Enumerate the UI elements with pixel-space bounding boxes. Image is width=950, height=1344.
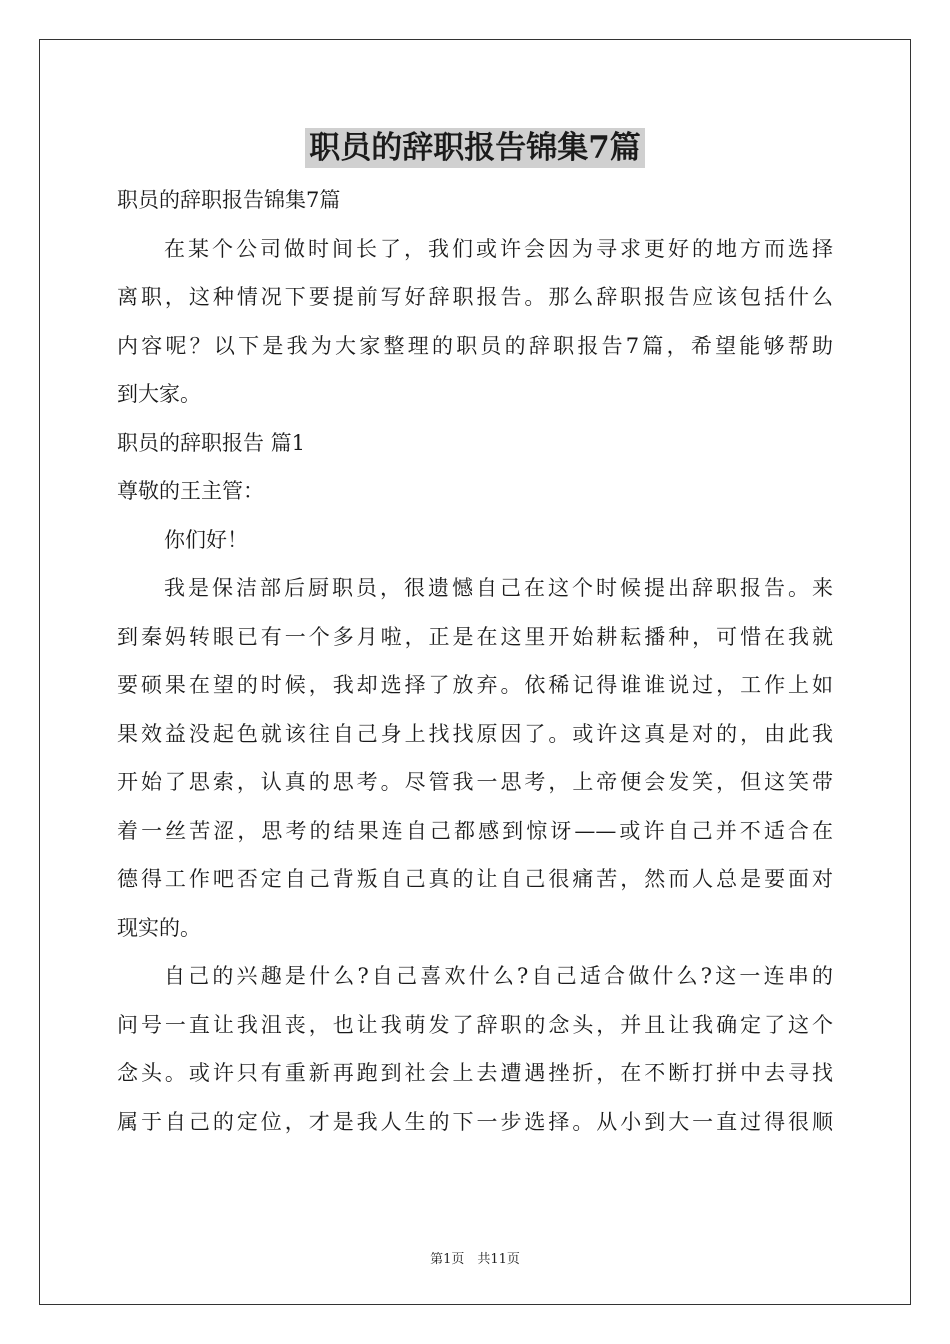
text-line: 我是保洁部后厨职员，很遗憾自己在这个时候提出辞职报告。来	[164, 576, 833, 600]
text-line: 德得工作吧否定自己背叛自己真的让自己很痛苦，然而人总是要面对	[117, 867, 833, 891]
text-line: 到大家。	[117, 382, 201, 406]
text-line: 属于自己的定位，才是我人生的下一步选择。从小到大一直过得很顺	[117, 1109, 833, 1134]
text-line: 开始了思索，认真的思考。尽管我一思考，上帝便会发笑，但这笑带	[117, 770, 833, 794]
text-line: 在某个公司做时间长了，我们或许会因为寻求更好的地方而选择	[164, 236, 833, 261]
text-line: 内容呢？以下是我为大家整理的职员的辞职报告7篇，希望能够帮助	[117, 333, 833, 358]
text-line: 自己的兴趣是什么?自己喜欢什么?自己适合做什么?这一连串的	[164, 964, 833, 988]
text-line: 问号一直让我沮丧，也让我萌发了辞职的念头，并且让我确定了这个	[117, 1012, 833, 1037]
text-line: 念头。或许只有重新再跑到社会上去遭遇挫折，在不断打拼中去寻找	[117, 1061, 833, 1085]
text-line: 现实的。	[117, 915, 201, 940]
document-body	[117, 176, 833, 1146]
document-title: 职员的辞职报告锦集7篇	[305, 128, 645, 168]
page-footer: 第1页 共11页	[430, 1252, 520, 1267]
text-line: 你们好！	[164, 527, 248, 552]
text-line: 职员的辞职报告 篇1	[117, 430, 306, 455]
text-line: 离职，这种情况下要提前写好辞职报告。那么辞职报告应该包括什么	[117, 285, 833, 309]
text-line: 要硕果在望的时候，我却选择了放弃。依稀记得谁谁说过，工作上如	[117, 673, 833, 697]
text-line: 尊敬的王主管：	[117, 479, 264, 503]
title-wrap	[0, 128, 950, 168]
text-line: 职员的辞职报告锦集7篇	[117, 188, 341, 212]
text-line: 到秦妈转眼已有一个多月啦，正是在这里开始耕耘播种，可惜在我就	[117, 624, 833, 649]
text-line: 着一丝苦涩，思考的结果连自己都感到惊讶——或许自己并不适合在	[117, 818, 833, 843]
text-line: 果效益没起色就该往自己身上找找原因了。或许这真是对的，由此我	[117, 721, 833, 746]
